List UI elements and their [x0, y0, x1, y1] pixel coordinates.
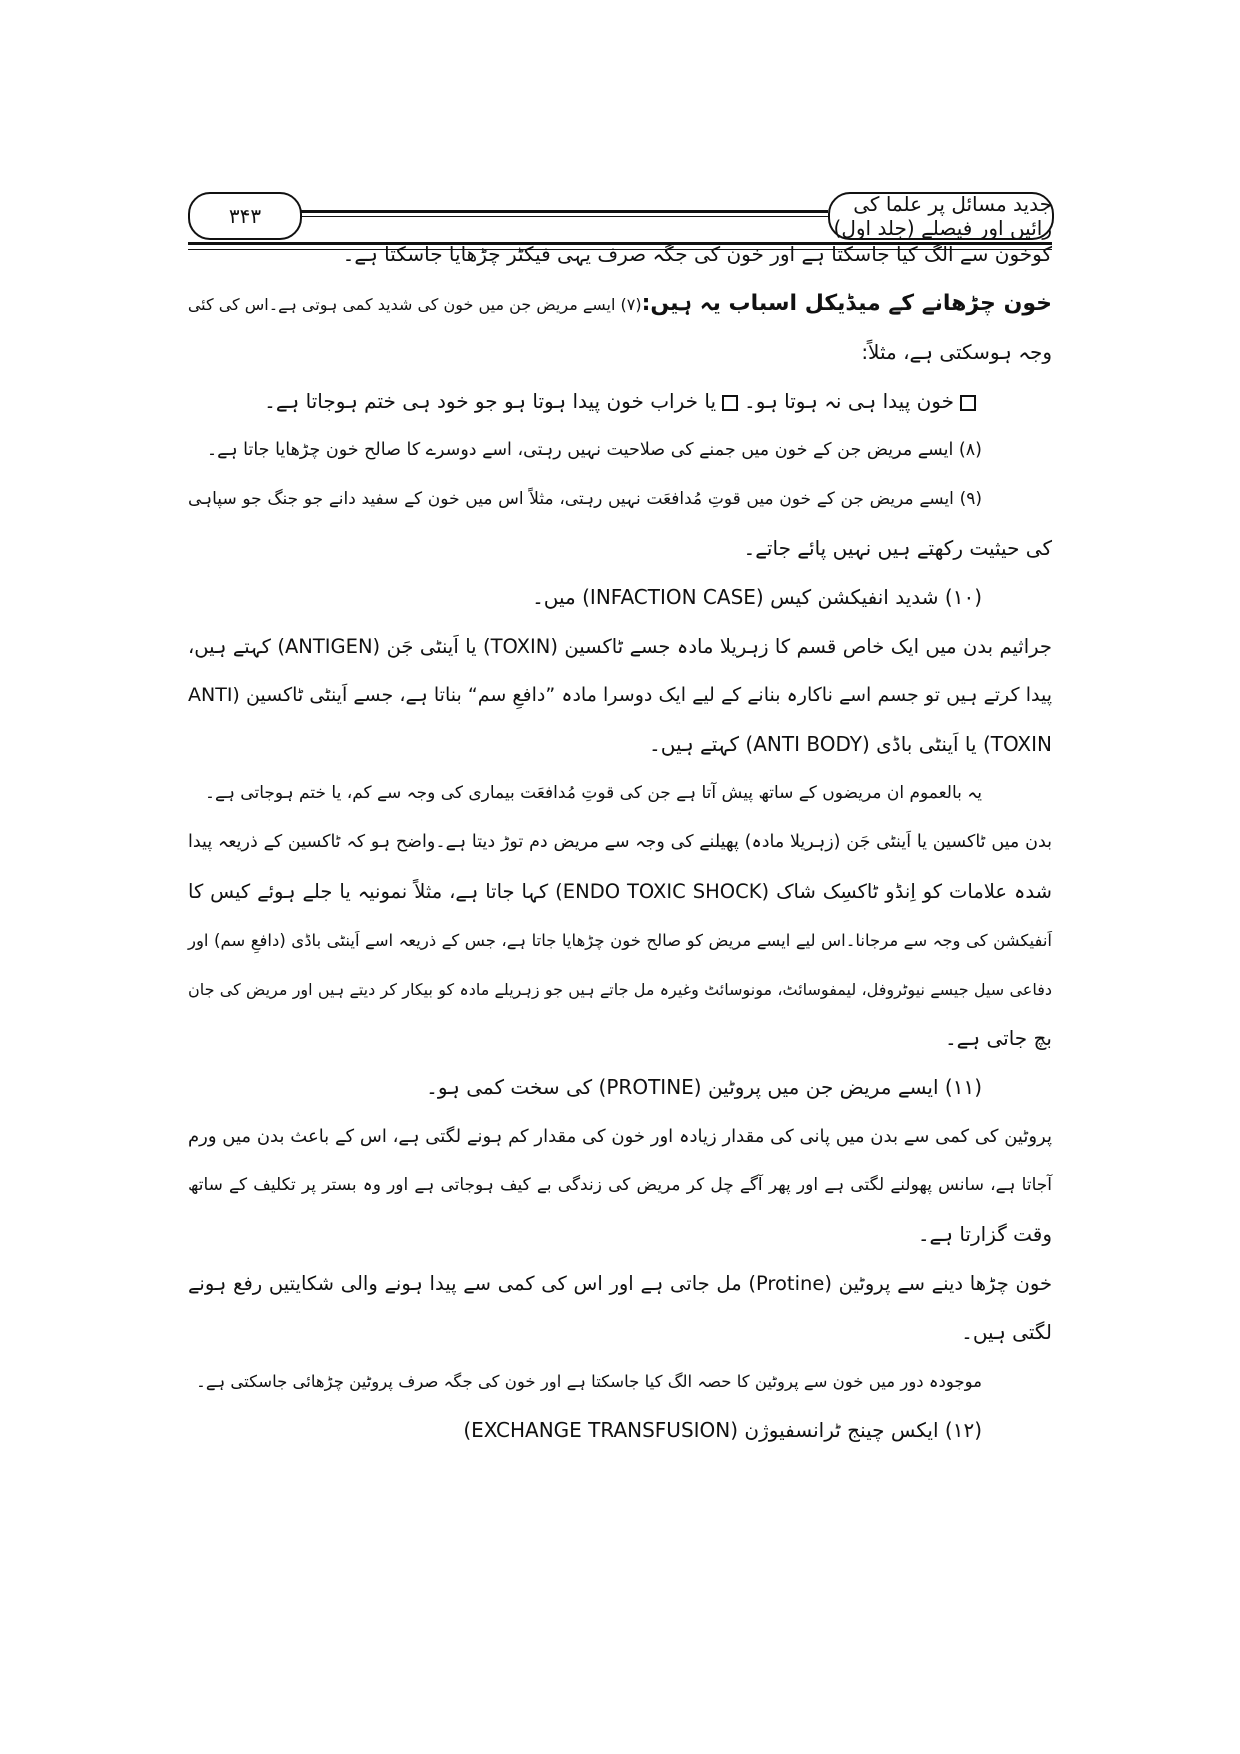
text-line: (۹) ایسے مریض جن کے خون میں قوتِ مُدافعَت نہیں رہتی، مثلاً اس میں خون کے سفید دانے جو جنگ جو سپاہی — [188, 489, 982, 509]
text-line: اَنفیکشن کی وجہ سے مرجانا۔اس لیے ایسے مریض کو صالح خون چڑھایا جاتا ہے، جس کے ذریعہ اسے اَینٹی باڈی (دافعِ سم) اور — [188, 931, 1052, 950]
text-line: بدن میں ٹاکسین یا اَینٹی جَن (زہریلا مادہ) پھیلنے کی وجہ سے مریض دم توڑ دیتا ہے۔واضح ہو کہ ٹاکسین کے ذریعہ پیدا — [188, 832, 1052, 852]
text-line: موجودہ دور میں خون سے پروٹین کا حصہ الگ کیا جاسکتا ہے اور خون کی جگہ صرف پروٹین چڑھائی جاسکتی ہے۔ — [196, 1372, 982, 1391]
text-span: (۷) ایسے مریض جن میں خون کی شدید کمی ہوتی ہے۔اس کی کئی — [187, 295, 642, 314]
text-line: لگتی ہیں۔ — [961, 1320, 1052, 1344]
text-line: (۱۲) ایکس چینج ٹرانسفیوژن (EXCHANGE TRANSFUSION) — [463, 1418, 982, 1442]
bullet-text: یا خراب خون پیدا ہوتا ہو جو خود ہی ختم ہوجاتا ہے۔ — [264, 389, 717, 413]
square-bullet-icon — [960, 395, 976, 411]
page-number-text: ۳۴۳ — [228, 204, 262, 228]
square-bullet-icon — [722, 395, 738, 411]
text-line: بچ جاتی ہے۔ — [944, 1026, 1052, 1050]
text-line: کی حیثیت رکھتے ہیں نہیں پائے جاتے۔ — [743, 536, 1052, 560]
text-line: (۸) ایسے مریض جن کے خون میں جمنے کی صلاحیت نہیں رہتی، اسے دوسرے کا صالح خون چڑھایا جاتا ہے۔ — [206, 440, 982, 460]
bullet-text: خون پیدا ہی نہ ہوتا ہو۔ — [744, 389, 954, 413]
text-line: کوخون سے الگ کیا جاسکتا ہے اور خون کی جگہ صرف یہی فیکٹر چڑھایا جاسکتا ہے۔ — [342, 242, 1052, 266]
text-line: آجاتا ہے، سانس پھولنے لگتی ہے اور پھر آگے چل کر مریض کی زندگی بے کیف ہوجاتی ہے اور وہ بستر پر تکلیف کے ساتھ — [188, 1175, 1052, 1195]
text-line: جراثیم بدن میں ایک خاص قسم کا زہریلا مادہ جسے ٹاکسین (TOXIN) یا اَینٹی جَن (ANTIGEN) کہتے ہیں، — [188, 635, 1052, 658]
running-title-text: جدید مسائل پر علما کی رائیں اور فیصلے (جلد اول) — [833, 192, 1052, 240]
text-line: (۱۰) شدید انفیکشن کیس (INFACTION CASE) میں۔ — [532, 585, 982, 609]
header-divider — [300, 210, 828, 217]
section-heading-line — [188, 279, 1052, 328]
text-line: پروٹین کی کمی سے بدن میں پانی کی مقدار زیادہ اور خون کی مقدار کم ہونے لگتی ہے، اس کے باعث بدن میں ورم — [188, 1126, 1052, 1147]
text-line: یہ بالعموم ان مریضوں کے ساتھ پیش آتا ہے جن کی قوتِ مُدافعَت بیماری کی وجہ سے کم، یا ختم ہوجاتی ہے۔ — [205, 783, 982, 803]
text-line: وقت گزارتا ہے۔ — [917, 1222, 1052, 1246]
section-heading: خون چڑھانے کے میڈیکل اسباب یہ ہیں: — [641, 291, 1052, 316]
bullet-line — [188, 377, 1052, 426]
page-body — [188, 230, 1052, 1455]
text-line: خون چڑھا دینے سے پروٹین (Protine) مل جاتی ہے اور اس کی کمی سے پیدا ہونے والی شکایتیں رفع ہونے — [188, 1272, 1053, 1295]
text-line: (۱۱) ایسے مریض جن میں پروٹین (PROTINE) کی سخت کمی ہو۔ — [426, 1075, 982, 1099]
text-line: وجہ ہوسکتی ہے، مثلاً: — [861, 340, 1052, 364]
text-line: پیدا کرتے ہیں تو جسم اسے ناکارہ بنانے کے لیے ایک دوسرا مادہ ”دافعِ سم“ بناتا ہے، جسے اَینٹی ٹاکسین (ANTI — [188, 684, 1052, 706]
text-line: TOXIN) یا اَینٹی باڈی (ANTI BODY) کہتے ہیں۔ — [649, 732, 1052, 756]
text-line: دفاعی سیل جیسے نیوٹروفل، لیمفوسائٹ، مونوسائٹ وغیرہ مل جاتے ہیں جو زہریلے مادہ کو بیکار کر دیتے ہیں اور مریض کی جان — [188, 980, 1052, 999]
text-line: شدہ علامات کو اِنڈو ٹاکسِک شاک (ENDO TOXIC SHOCK) کہا جاتا ہے، مثلاً نمونیہ یا جلے ہوئے کیس کا — [188, 880, 1053, 903]
